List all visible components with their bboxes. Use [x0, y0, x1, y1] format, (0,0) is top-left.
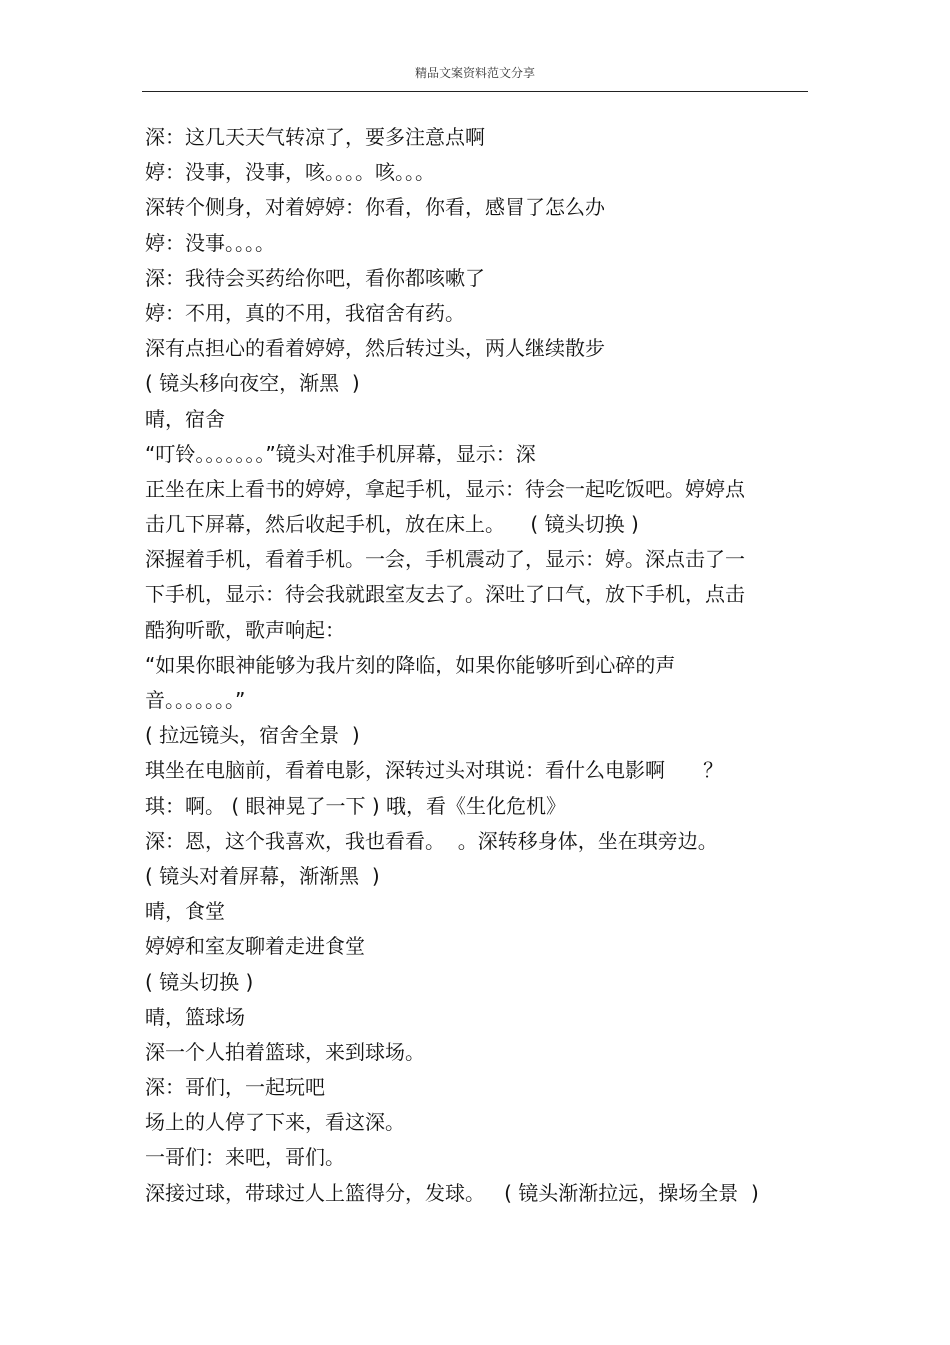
document-body: [145, 120, 795, 1211]
script-line: 深：我待会买药给你吧，看你都咳嗽了: [145, 265, 485, 290]
script-line: 婷：没事，没事，咳。。。。咳。。。: [145, 160, 435, 185]
script-line: 婷：没事。。。。: [145, 230, 275, 255]
script-line: ( 镜头对着屏幕，渐渐黑 ): [145, 863, 380, 888]
script-line: 深有点担心的看着婷婷，然后转过头，两人继续散步: [145, 336, 605, 361]
script-line: 深转个侧身，对着婷婷：你看，你看，感冒了怎么办: [145, 195, 605, 220]
script-line: 正坐在床上看书的婷婷，拿起手机，显示：待会一起吃饭吧。婷婷点: [145, 476, 745, 501]
script-line: 深接过球，带球过人上篮得分，发球。 ( 镜头渐渐拉远，操场全景 ): [145, 1180, 759, 1205]
script-line: ( 镜头切换 ): [145, 969, 254, 994]
script-line: 琪：啊。 ( 眼神晃了一下 ) 哦，看《生化危机》: [145, 793, 567, 818]
header-divider: [142, 91, 808, 92]
script-line: ( 拉远镜头，宿舍全景 ): [145, 723, 360, 748]
script-line: 深一个人拍着篮球，来到球场。: [145, 1039, 425, 1064]
script-line: 酷狗听歌，歌声响起：: [145, 617, 345, 642]
script-line: 一哥们：来吧，哥们。: [145, 1145, 345, 1170]
script-line: “叮铃。。。。。。。”镜头对准手机屏幕，显示：深: [145, 441, 536, 466]
script-line: 琪坐在电脑前，看着电影，深转过头对琪说：看什么电影啊 ？: [145, 758, 724, 783]
script-line: 场上的人停了下来，看这深。: [145, 1110, 405, 1135]
script-line: 音。。。。。。。”: [145, 688, 246, 712]
script-line: “如果你眼神能够为我片刻的降临，如果你能够听到心碎的声: [145, 652, 676, 677]
script-line: ( 镜头移向夜空，渐黑 ): [145, 371, 360, 396]
script-line: 婷：不用，真的不用，我宿舍有药。: [145, 300, 465, 325]
script-line: 婷婷和室友聊着走进食堂: [145, 934, 365, 959]
script-line: 晴，食堂: [145, 899, 225, 924]
script-line: 晴，篮球场: [145, 1004, 245, 1029]
script-line: 深：恩，这个我喜欢，我也看看。 。深转移身体，坐在琪旁边。: [145, 828, 718, 853]
script-line: 晴，宿舍: [145, 406, 225, 431]
script-line: 深：这几天天气转凉了，要多注意点啊: [145, 125, 485, 149]
script-line: 击几下屏幕，然后收起手机，放在床上。 ( 镜头切换 ): [145, 512, 639, 537]
script-line: 深握着手机，看着手机。一会，手机震动了，显示：婷。深点击了一: [145, 547, 745, 572]
page-header-title: 精品文案资料范文分享: [414, 66, 535, 80]
script-line: 下手机，显示：待会我就跟室友去了。深吐了口气，放下手机，点击: [145, 582, 745, 607]
script-line: 深：哥们，一起玩吧: [145, 1075, 325, 1100]
